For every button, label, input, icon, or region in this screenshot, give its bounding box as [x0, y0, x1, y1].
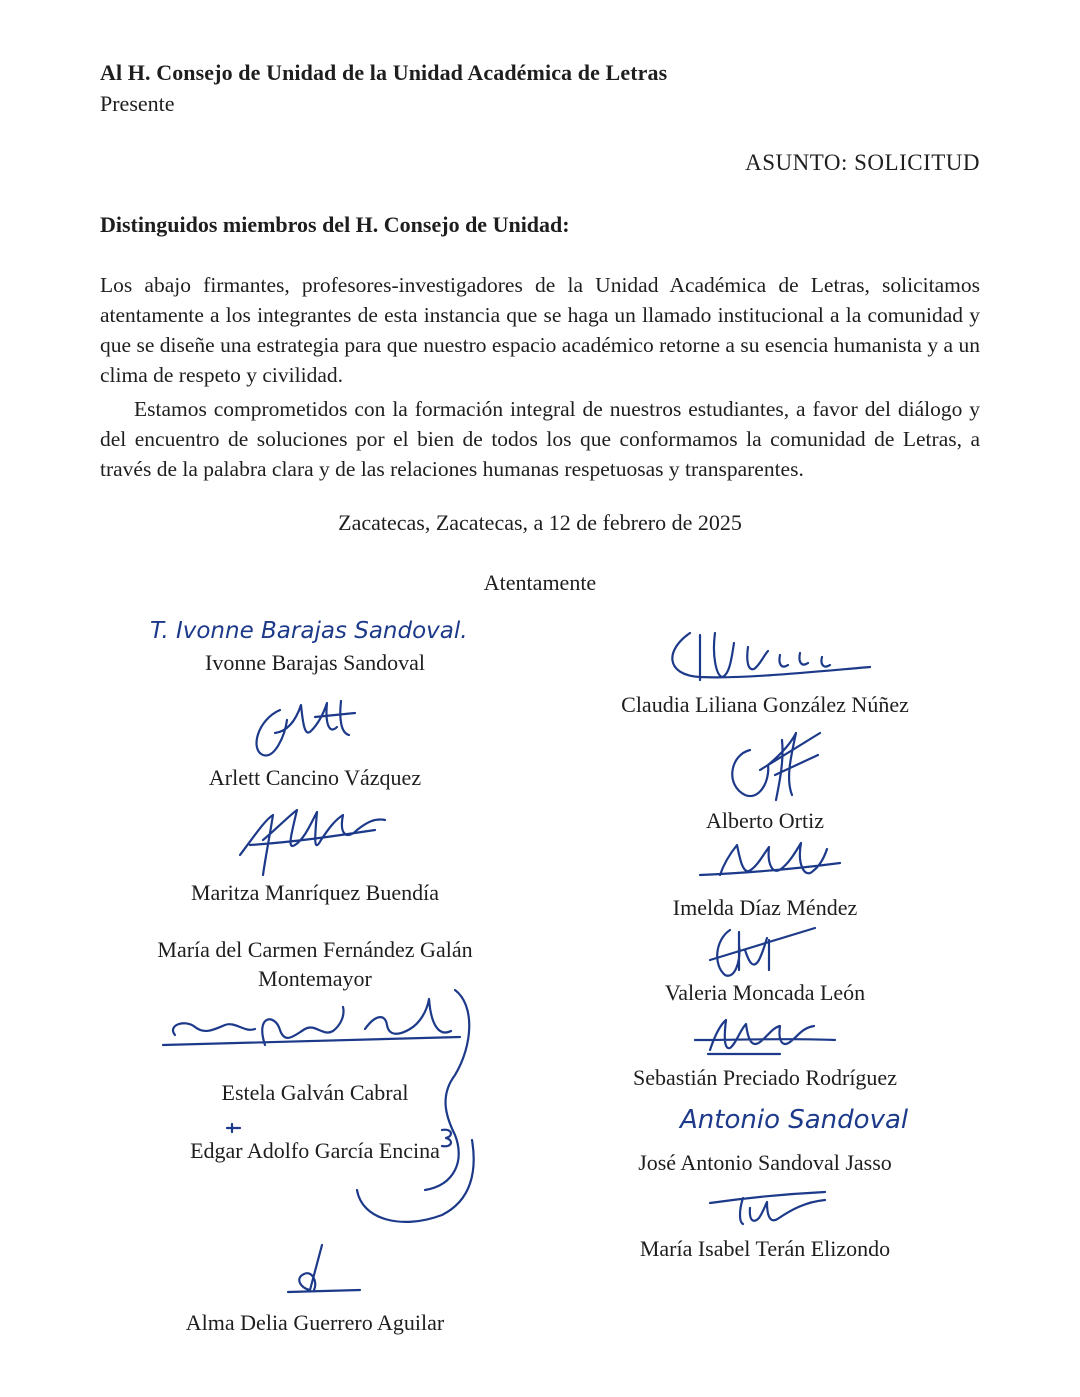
signature-manriquez [235, 800, 395, 880]
signature-ortiz [720, 725, 830, 810]
body-paragraph-1: Los abajo firmantes, profesores-investigadores de la Unidad Académica de Letras, solicitamos atentamente a los integrantes de esta instancia que se haga un llamado institucional a la comunidad y que se diseñe una estrategia para que nuestro espacio académico retorne a su esencia humanista y a un clima de respeto y civilidad. [100, 273, 980, 387]
signature-diaz [695, 835, 845, 895]
handwritten-name-sandoval: Antonio Sandoval [680, 1105, 909, 1135]
signer-name: Alma Delia Guerrero Aguilar [185, 1310, 445, 1335]
signature-teran [705, 1188, 835, 1233]
body-paragraph-2: Estamos comprometidos con la formación integral de nuestros estudiantes, a favor del diálogo y del encuentro de soluciones por el bien de todos los que conformamos la comunidad de Letras, a través de la palabra clara y de las relaciones humanas respetuosas y transparentes. [100, 397, 980, 481]
presente-line: Presente [100, 91, 175, 116]
addressee: Al H. Consejo de Unidad de la Unidad Académica de Letras [100, 60, 668, 85]
signer-name: Claudia Liliana González Núñez [621, 692, 909, 717]
subject-line: ASUNTO: SOLICITUD [745, 150, 980, 175]
signer-name: Arlett Cancino Vázquez [208, 765, 422, 790]
signer-name: Alberto Ortiz [706, 808, 824, 833]
closing: Atentamente [483, 570, 597, 595]
signer-name: Montemayor [258, 966, 372, 991]
signer-name: José Antonio Sandoval Jasso [638, 1150, 892, 1175]
signer-name: Maritza Manríquez Buendía [190, 880, 439, 905]
signature-guerrero [280, 1240, 370, 1300]
signature-preciado [690, 1010, 840, 1065]
place-date: Zacatecas, Zacatecas, a 12 de febrero de 2025 [338, 510, 742, 535]
signature-moncada [705, 920, 825, 985]
handwritten-name-barajas: T. Ivonne Barajas Sandoval. [150, 618, 468, 644]
signer-name: Sebastián Preciado Rodríguez [633, 1065, 897, 1090]
salutation: Distinguidos miembros del H. Consejo de Unidad: [100, 212, 570, 237]
signer-name: María del Carmen Fernández Galán [157, 937, 473, 962]
signature-garcia [222, 1120, 492, 1230]
signer-name: Edgar Adolfo García Encina [190, 1138, 440, 1163]
signer-name: Valeria Moncada León [664, 980, 866, 1005]
signer-name: Imelda Díaz Méndez [672, 895, 858, 920]
signer-name: María Isabel Terán Elizondo [639, 1236, 891, 1261]
signature-gonzalez [660, 625, 880, 690]
signer-name: Estela Galván Cabral [221, 1080, 409, 1105]
signature-cancino [245, 695, 385, 765]
signer-name: Ivonne Barajas Sandoval [205, 650, 425, 675]
